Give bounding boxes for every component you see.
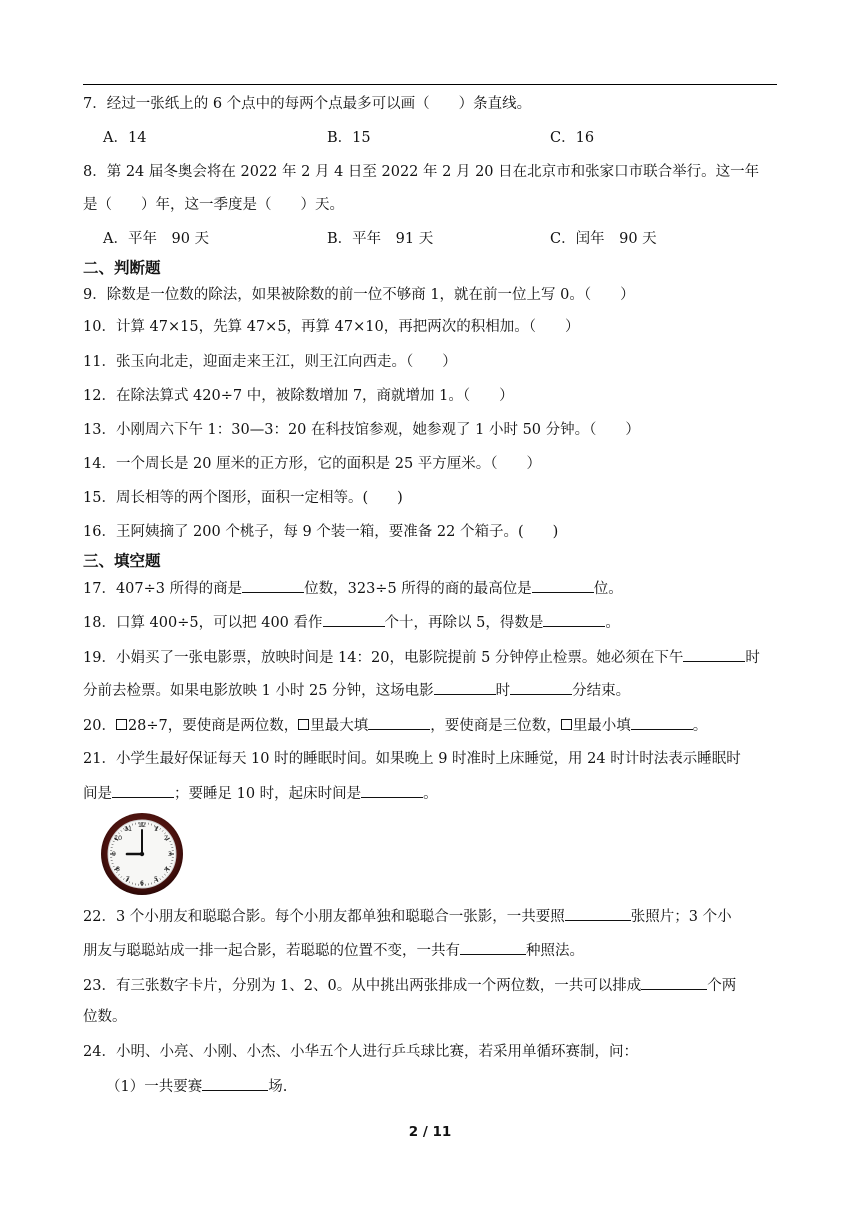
question-7: 7．经过一张纸上的 6 个点中的每两个点最多可以画（ ）条直线。 (83, 96, 532, 112)
answer-blank[interactable] (543, 612, 605, 627)
q8-option-c: C．闰年 90 天 (550, 231, 657, 247)
svg-text:5: 5 (153, 875, 159, 883)
svg-text:2: 2 (163, 834, 169, 842)
question-12: 12．在除法算式 420÷7 中，被除数增加 7，商就增加 1。（ ） (83, 388, 514, 404)
question-19-line1: 19．小娟买了一张电影票，放映时间是 14：20，电影院提前 5 分钟停止检票。她必须在下午 时 (83, 647, 760, 668)
q8-option-a: A．平年 90 天 (103, 231, 210, 247)
answer-blank[interactable] (202, 1076, 268, 1091)
answer-blank[interactable] (565, 906, 631, 921)
q7-option-a: A．14 (103, 130, 147, 146)
question-21-line2: 间是 ；要睡足 10 时，起床时间是 。 (83, 783, 438, 804)
question-16: 16．王阿姨摘了 200 个桃子，每 9 个装一箱，要准备 22 个箱子。( ) (83, 524, 559, 540)
question-21-line1: 21．小学生最好保证每天 10 时的睡眠时间。如果晚上 9 时准时上床睡觉，用 24 时计时法表示睡眠时 (83, 751, 741, 767)
question-8-line2: 是（ ）年，这一季度是（ ）天。 (83, 197, 344, 213)
q7-option-b: B．15 (327, 130, 371, 146)
question-23-line2: 位数。 (83, 1009, 127, 1025)
answer-blank[interactable] (361, 783, 423, 798)
answer-blank[interactable] (532, 578, 594, 593)
answer-blank[interactable] (641, 975, 707, 990)
top-rule (83, 84, 777, 85)
question-15: 15．周长相等的两个图形，面积一定相等。( ) (83, 490, 403, 506)
answer-blank[interactable] (242, 578, 304, 593)
question-17: 17．407÷3 所得的商是 位数，323÷5 所得的商的最高位是 位。 (83, 578, 623, 599)
q7-option-c: C．16 (550, 130, 595, 146)
svg-text:11: 11 (123, 825, 133, 833)
question-20: 20． 28÷7，要使商是两位数， 里最大填 ，要使商是三位数， 里最小填 。 (83, 715, 707, 736)
svg-text:7: 7 (125, 875, 131, 883)
question-8-line1: 8．第 24 届冬奥会将在 2022 年 2 月 4 日至 2022 年 2 月 20 日在北京市和张家口市联合举行。这一年 (83, 164, 760, 180)
question-24: 24．小明、小亮、小刚、小杰、小华五个人进行乒乓球比赛，若采用单循环赛制，问： (83, 1044, 638, 1060)
section-heading-fill: 三、填空题 (83, 552, 161, 570)
svg-text:12: 12 (137, 821, 147, 829)
q8-option-b: B．平年 91 天 (327, 231, 434, 247)
question-13: 13．小刚周六下午 1：30—3：20 在科技馆参观，她参观了 1 小时 50 分钟。（ ） (83, 422, 640, 438)
question-10: 10．计算 47×15，先算 47×5，再算 47×10，再把两次的积相加。（ ） (83, 319, 580, 335)
answer-blank[interactable] (368, 715, 430, 730)
question-11: 11．张玉向北走，迎面走来王江，则王江向西走。（ ） (83, 354, 457, 370)
section-heading-judgment: 二、判断题 (83, 259, 161, 277)
square-box-icon (561, 719, 572, 730)
svg-text:1: 1 (153, 825, 159, 833)
svg-text:8: 8 (115, 865, 121, 873)
question-9: 9．除数是一位数的除法，如果被除数的前一位不够商 1，就在前一位上写 0。（ ） (83, 287, 635, 303)
page-number: 2 / 11 (408, 1124, 452, 1140)
wall-clock-icon (100, 812, 184, 896)
square-box-icon (298, 719, 309, 730)
svg-text:9: 9 (111, 850, 117, 858)
answer-blank[interactable] (683, 647, 745, 662)
svg-text:3: 3 (167, 850, 173, 858)
svg-text:6: 6 (139, 879, 145, 887)
question-22-line1: 22．3 个小朋友和聪聪合影。每个小朋友都单独和聪聪合一张影，一共要照 张照片；3 个小 (83, 906, 732, 927)
answer-blank[interactable] (631, 715, 693, 730)
question-24-part1: （1）一共要赛 场. (106, 1076, 287, 1097)
question-23-line1: 23．有三张数字卡片，分别为 1、2、0。从中挑出两张排成一个两位数，一共可以排成 个两 (83, 975, 736, 996)
question-19-line2: 分前去检票。如果电影放映 1 小时 25 分钟，这场电影 时 分结束。 (83, 680, 630, 701)
answer-blank[interactable] (434, 680, 496, 695)
question-14: 14．一个周长是 20 厘米的正方形，它的面积是 25 平方厘米。（ ） (83, 456, 542, 472)
svg-text:10: 10 (113, 834, 123, 842)
answer-blank[interactable] (323, 612, 385, 627)
answer-blank[interactable] (510, 680, 572, 695)
question-22-line2: 朋友与聪聪站成一排一起合影，若聪聪的位置不变，一共有 种照法。 (83, 940, 584, 961)
answer-blank[interactable] (112, 783, 174, 798)
square-box-icon (116, 719, 127, 730)
svg-text:4: 4 (163, 865, 169, 873)
question-18: 18．口算 400÷5，可以把 400 看作 个十，再除以 5，得数是 。 (83, 612, 620, 633)
answer-blank[interactable] (460, 940, 526, 955)
